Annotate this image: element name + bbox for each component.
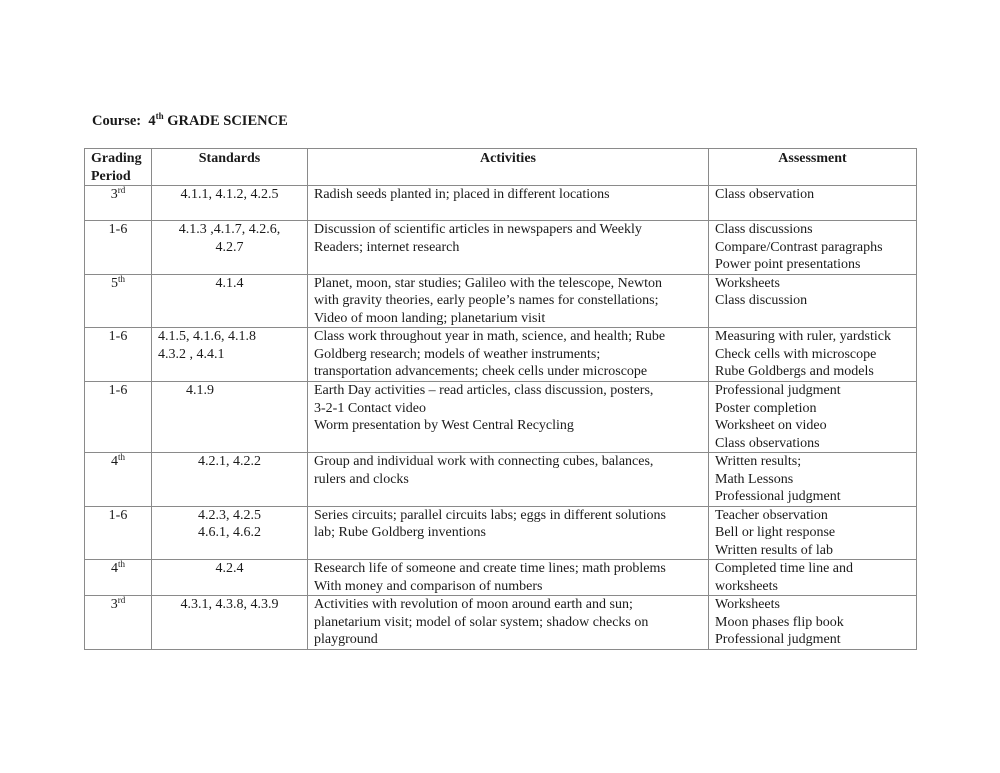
cell-assessment-line: Power point presentations (715, 257, 861, 272)
cell-standards (152, 186, 308, 221)
header-standards: Standards (152, 149, 308, 186)
table-row (85, 186, 917, 221)
period-value: 4 (110, 454, 118, 469)
period-value: 1-6 (108, 222, 128, 237)
cell-assessment-line: Worksheet on video (715, 418, 827, 433)
header-activities: Activities (308, 149, 709, 186)
cell-activities-line: Planet, moon, star studies; Galileo with the telescope, Newton (314, 275, 662, 291)
period-value: 3 (110, 187, 118, 202)
cell-standards (152, 453, 308, 507)
cell-activities-line: rulers and clocks (314, 471, 409, 487)
cell-activities-line: Class work throughout year in math, science, and health; Rube (314, 329, 666, 344)
period-value: 5 (110, 275, 118, 291)
cell-activities-line: lab; Rube Goldberg inventions (314, 525, 486, 540)
period-ordinal-suffix: rd (117, 595, 126, 605)
cell-assessment (709, 506, 917, 560)
cell-activities-line: playground (314, 632, 378, 647)
table-row (85, 453, 917, 507)
cell-activities-line: With money and comparison of numbers (314, 578, 543, 594)
cell-assessment-line: Professional judgment (715, 632, 841, 647)
cell-assessment-line: Measuring with ruler, yardstick (715, 329, 891, 344)
cell-grading-period (85, 221, 152, 275)
cell-grading-period (85, 274, 152, 328)
cell-standards-line: 4.2.3, 4.2.5 (198, 507, 261, 523)
cell-assessment-line: Teacher observation (715, 507, 828, 523)
cell-assessment-line: Class observation (715, 187, 815, 202)
curriculum-table (84, 148, 917, 650)
cell-activities-line: Goldberg research; models of weather instruments; (314, 346, 601, 362)
cell-activities (308, 453, 709, 507)
cell-standards-line: 4.1.4 (215, 275, 244, 291)
period-value: 3 (110, 597, 118, 612)
cell-assessment-line: Written results; (715, 454, 802, 469)
cell-activities-line: Discussion of scientific articles in newspapers and Weekly (314, 222, 642, 237)
cell-activities-line: Worm presentation by West Central Recycling (314, 418, 574, 433)
cell-assessment-line: Completed time line and (715, 561, 854, 576)
cell-standards-line: 4.1.5, 4.1.6, 4.1.8 (158, 329, 256, 344)
cell-assessment (709, 382, 917, 453)
cell-activities-line: Group and individual work with connecting cubes, balances, (314, 454, 654, 469)
cell-standards-line: 4.3.2 , 4.4.1 (158, 346, 225, 362)
table-row (85, 506, 917, 560)
cell-assessment-line: Worksheets (715, 597, 780, 612)
cell-activities (308, 186, 709, 221)
table-row (85, 382, 917, 453)
cell-assessment-line: Class observations (715, 435, 820, 451)
cell-activities-line: 3-2-1 Contact video (314, 400, 426, 416)
header-assessment: Assessment (709, 149, 917, 186)
cell-assessment-line: Rube Goldbergs and models (715, 364, 874, 379)
grade-name: GRADE SCIENCE (167, 113, 288, 129)
cell-assessment (709, 186, 917, 221)
period-ordinal-suffix: th (117, 559, 125, 569)
cell-assessment-line: Check cells with microscope (715, 346, 877, 362)
cell-assessment (709, 328, 917, 382)
cell-assessment-line: Class discussions (715, 222, 813, 237)
cell-grading-period (85, 506, 152, 560)
cell-activities-line: Earth Day activities – read articles, class discussion, posters, (314, 383, 654, 398)
cell-assessment (709, 560, 917, 596)
cell-assessment-line: Poster completion (715, 400, 817, 416)
cell-assessment-line: Moon phases flip book (715, 614, 844, 630)
cell-standards-line: 4.1.1, 4.1.2, 4.2.5 (180, 187, 279, 202)
cell-activities (308, 274, 709, 328)
cell-standards-line: 4.1.3 ,4.1.7, 4.2.6, (178, 222, 281, 237)
cell-standards (152, 560, 308, 596)
period-value: 4 (110, 561, 118, 576)
cell-grading-period (85, 453, 152, 507)
cell-assessment-line: Class discussion (715, 293, 808, 308)
cell-assessment (709, 596, 917, 650)
cell-standards-line: 4.6.1, 4.6.2 (198, 525, 261, 540)
period-ordinal-suffix: th (117, 274, 125, 284)
cell-assessment-line: Bell or light response (715, 525, 836, 540)
cell-activities (308, 560, 709, 596)
cell-grading-period (85, 382, 152, 453)
cell-assessment-line: worksheets (715, 578, 778, 594)
cell-activities-line: with gravity theories, early people’s names for constellations; (314, 293, 659, 308)
cell-activities-line: Video of moon landing; planetarium visit (314, 310, 546, 326)
cell-assessment-line: Written results of lab (715, 542, 834, 558)
period-ordinal-suffix: rd (117, 185, 126, 195)
table-row (85, 328, 917, 382)
table-row (85, 596, 917, 650)
cell-assessment (709, 221, 917, 275)
cell-assessment (709, 453, 917, 507)
cell-activities (308, 596, 709, 650)
cell-grading-period (85, 560, 152, 596)
cell-activities (308, 221, 709, 275)
cell-activities-line: transportation advancements; cheek cells under microscope (314, 364, 648, 379)
cell-assessment (709, 274, 917, 328)
cell-activities-line: Activities with revolution of moon around earth and sun; (314, 597, 633, 612)
cell-assessment-line: Worksheets (715, 275, 780, 291)
cell-standards (152, 382, 308, 453)
course-label: Course: (92, 113, 142, 129)
header-grading-period: Grading Period (85, 149, 152, 186)
period-value: 1-6 (108, 507, 128, 523)
period-value: 1-6 (108, 329, 128, 344)
cell-assessment-line: Compare/Contrast paragraphs (715, 239, 883, 255)
cell-standards-line: 4.1.9 (186, 383, 214, 398)
cell-assessment-line: Professional judgment (715, 489, 841, 504)
course-title (92, 113, 288, 130)
period-ordinal-suffix: th (117, 452, 125, 462)
cell-activities-line: Research life of someone and create time lines; math problems (314, 561, 666, 576)
grade-suffix: th (155, 111, 164, 121)
cell-assessment-line: Math Lessons (715, 471, 794, 487)
table-row (85, 274, 917, 328)
cell-grading-period (85, 596, 152, 650)
cell-standards (152, 221, 308, 275)
cell-activities (308, 328, 709, 382)
cell-activities-line: planetarium visit; model of solar system; shadow checks on (314, 614, 649, 630)
grade-number: 4 (148, 113, 156, 129)
cell-standards (152, 274, 308, 328)
cell-activities-line: Readers; internet research (314, 239, 460, 255)
cell-activities-line: Radish seeds planted in; placed in different locations (314, 187, 610, 202)
header-row (85, 149, 917, 186)
cell-standards-line: 4.2.1, 4.2.2 (198, 454, 261, 469)
cell-activities (308, 382, 709, 453)
cell-assessment-line: Professional judgment (715, 383, 841, 398)
cell-standards (152, 596, 308, 650)
table-row (85, 221, 917, 275)
table-row (85, 560, 917, 596)
cell-grading-period (85, 186, 152, 221)
period-value: 1-6 (108, 383, 128, 398)
cell-standards-line: 4.2.7 (215, 239, 244, 255)
cell-activities (308, 506, 709, 560)
cell-activities-line: Series circuits; parallel circuits labs; eggs in different solutions (314, 507, 666, 523)
cell-standards (152, 506, 308, 560)
cell-grading-period (85, 328, 152, 382)
cell-standards (152, 328, 308, 382)
cell-standards-line: 4.2.4 (215, 561, 244, 576)
cell-standards-line: 4.3.1, 4.3.8, 4.3.9 (180, 597, 279, 612)
